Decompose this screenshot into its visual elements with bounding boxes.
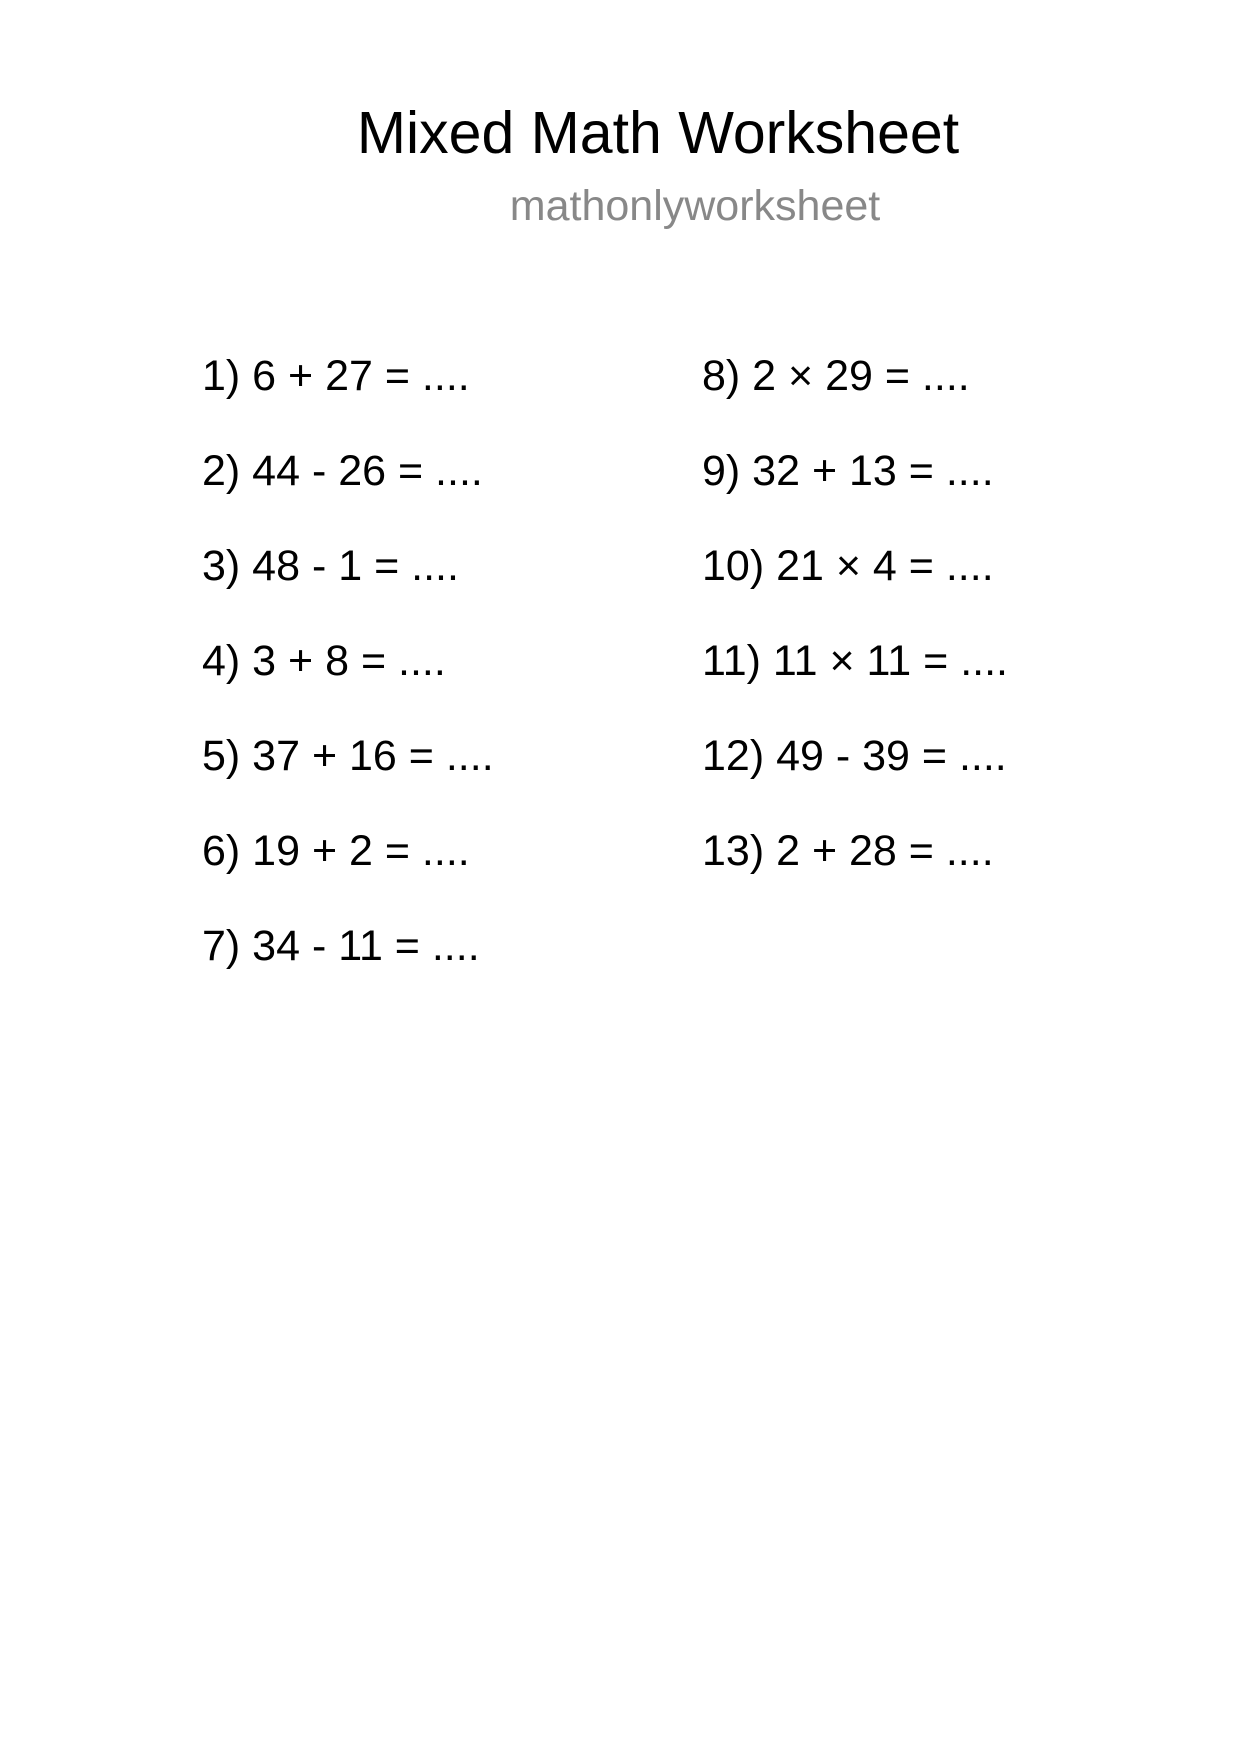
- problem-12: 12) 49 - 39 = ....: [702, 732, 1007, 780]
- page-subtitle: mathonlyworksheet: [509, 182, 881, 230]
- problem-1: 1) 6 + 27 = ....: [202, 352, 470, 400]
- problem-11: 11) 11 × 11 = ....: [702, 637, 1008, 685]
- problem-3: 3) 48 - 1 = ....: [202, 542, 459, 590]
- problem-6: 6) 19 + 2 = ....: [202, 827, 470, 875]
- problem-column-left: [202, 350, 494, 1015]
- problem-5: 5) 37 + 16 = ....: [202, 732, 494, 780]
- problem-13: 13) 2 + 28 = ....: [702, 827, 994, 875]
- page-title: Mixed Math Worksheet: [356, 100, 960, 166]
- problem-9: 9) 32 + 13 = ....: [702, 447, 994, 495]
- problem-4: 4) 3 + 8 = ....: [202, 637, 446, 685]
- problem-2: 2) 44 - 26 = ....: [202, 447, 483, 495]
- problem-10: 10) 21 × 4 = ....: [702, 542, 994, 590]
- problem-column-right: [702, 350, 1008, 920]
- problem-8: 8) 2 × 29 = ....: [702, 352, 970, 400]
- problem-7: 7) 34 - 11 = ....: [202, 922, 480, 970]
